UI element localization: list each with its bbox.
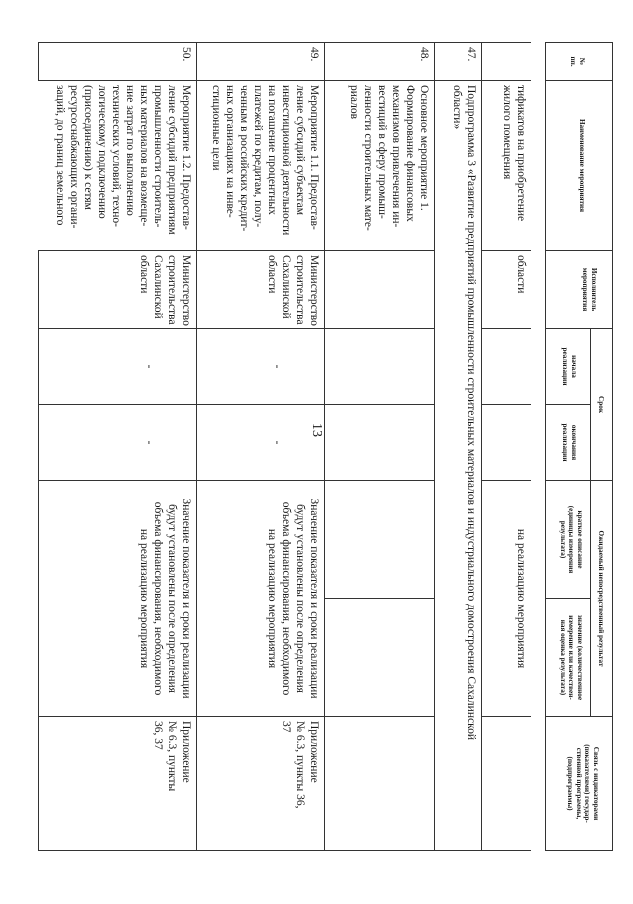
table-row-continuation	[481, 42, 531, 862]
cell-executor	[324, 250, 434, 328]
cell-result: на реализацию мероприятия	[481, 480, 531, 716]
table-row-48	[324, 42, 434, 862]
cell-end	[481, 404, 531, 480]
cell-executor: Министерство строительства Сахалинской области	[38, 250, 196, 328]
header-term: Срок	[591, 328, 613, 480]
cell-link	[324, 716, 434, 851]
header-end: окончания реализации	[545, 404, 591, 480]
cell-num: 50.	[38, 42, 196, 80]
table-row-49	[196, 42, 324, 862]
cell-num: 49.	[196, 42, 324, 80]
cell-start: -	[196, 328, 324, 404]
cell-num	[481, 42, 531, 80]
cell-short-description	[324, 480, 434, 598]
cell-name: Мероприятие 1.2. Предостав- ление субсидий предприятиям промышленности строитель- ных материалов на возмеще- ние затрат по выполнению технических условий, техно- логическому подключению (присоединению) к сетям ресурсоснабжающих органи- заций, до границ земельного	[38, 80, 196, 250]
cell-link: Приложение № 6.3, пункты 36, 37	[196, 716, 324, 851]
cell-start: -	[38, 328, 196, 404]
page-number: 13	[309, 423, 324, 437]
header-executor: Исполнитель мероприятия	[545, 250, 613, 328]
cell-num: 48.	[324, 42, 434, 80]
cell-link	[481, 716, 531, 851]
cell-num: 47.	[434, 42, 481, 80]
header-expected-result: Ожидаемый непосредственный результат	[591, 480, 613, 716]
table-header	[545, 42, 613, 862]
cell-end	[324, 404, 434, 480]
cell-end: -	[196, 404, 324, 480]
header-link: Связь с индикаторами (показателями) государ- ственной программы, (подпрограммы)	[545, 716, 613, 851]
header-start: начала реализации	[545, 328, 591, 404]
cell-name: тификатов на приобретение жилого помещения	[481, 80, 531, 250]
cell-result: Значение показателя и сроки реализации будут установлены после определения объема финансирования, необходимого на реализацию мероприятия	[196, 480, 324, 716]
header-name: Наименование мероприятия	[545, 80, 613, 250]
cell-start	[324, 328, 434, 404]
cell-link: Приложение № 6.3, пункты 36, 37	[38, 716, 196, 851]
header-short-description: краткое описание (единицы измерения результата)	[545, 480, 591, 598]
cell-end: -	[38, 404, 196, 480]
table-row-50	[38, 42, 196, 862]
header-num: № пп.	[545, 42, 613, 80]
rotated-table	[38, 42, 613, 862]
cell-executor: Министерство строительства Сахалинской области	[196, 250, 324, 328]
cell-result: Значение показателя и сроки реализации будут установлены после определения объема финансирования, необходимого на реализацию мероприятия	[38, 480, 196, 716]
cell-executor: области	[481, 250, 531, 328]
cell-start	[481, 328, 531, 404]
cell-value	[324, 598, 434, 716]
cell-name: Основное мероприятие 1. Формирование финансовых механизмов привлечения ин- вестиций в сферу промыш- ленности строительных мате- риалов	[324, 80, 434, 250]
header-value: значение (количественное измерение или качествен- ная оценка результата)	[545, 598, 591, 716]
cell-name: Мероприятие 1.1. Предостав- ление субсидий субъектам инвестиционной деятельности на погашение процентных платежей по кредитам, полу- ченным в российских кредит- ных организациях на инве- стиционные цели	[196, 80, 324, 250]
table-row-47	[434, 42, 481, 862]
cell-subprogram-title: Подпрограмма 3 «Развитие предприятий промышленности строительных материалов и индустриального домостроения Сахалинской области»	[434, 80, 481, 851]
